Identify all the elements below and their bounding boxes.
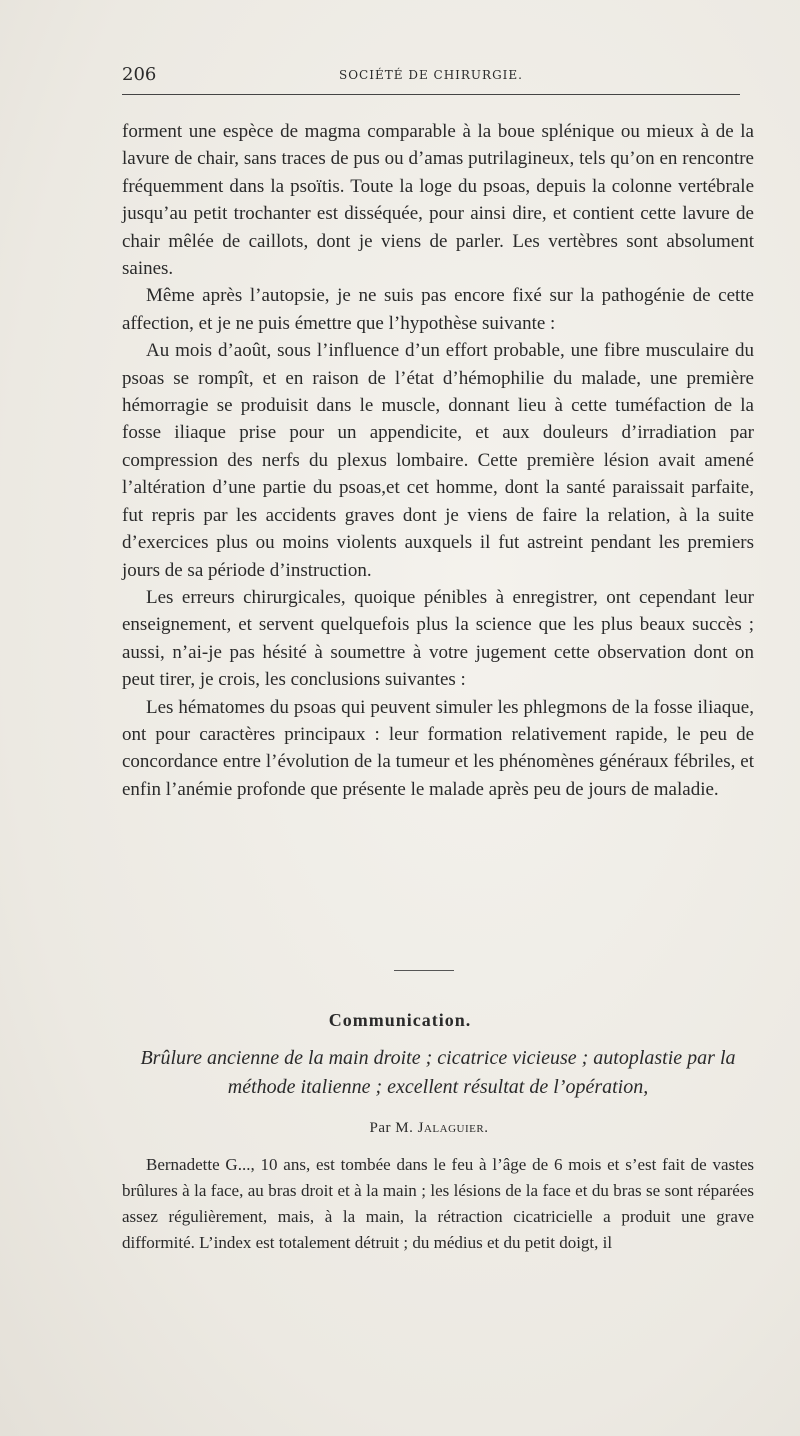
paragraph: forment une espèce de magma comparable à la boue splénique ou mieux à de la lavure de chair, sans traces de pus ou d’amas putrilagineux, tels qu’on en rencontre fréquemment dans la psoïtis. Toute la loge du psoas, depuis la colonne vertébrale jusqu’au petit trochanter est disséquée, pour ainsi dire, et contient cette lavure de chair mêlée de caillots, dont je viens de parler. Les vertèbres sont absolument saines. [122,121,754,280]
paragraph: Bernadette G..., 10 ans, est tombée dans le feu à l’âge de 6 mois et s’est fait de vastes brûlures à la face, au bras droit et à la main ; les lésions de la face et du bras se sont réparées assez régulièrement, mais, à la main, la rétraction cicatricielle a produit une grave difformité. L’index est totalement détruit ; du médius et du petit doigt, il [122,1155,754,1252]
running-title: SOCIÉTÉ DE CHIRURGIE. [339,68,523,82]
author-name: Jalaguier. [417,1120,489,1136]
body-text [122,118,754,803]
paragraph: Les hématomes du psoas qui peuvent simuler les phlegmons de la fosse iliaque, ont pour caractères principaux : leur formation relativement rapide, le peu de concordance entre l’évolution de la tumeur et les phénomènes généraux fébriles, et enfin l’anémie profonde que présente le malade après peu de jours de maladie. [122,696,754,800]
communication-body [122,1152,754,1256]
page-number: 206 [122,64,157,85]
author-prefix: Par M. [369,1120,414,1136]
section-title: Communication. [328,1010,472,1030]
communication-title: Brûlure ancienne de la main droite ; cicatrice vicieuse ; autoplastie par la méthode italienne ; excellent résultat de l’opération, [140,1047,736,1098]
paragraph: Même après l’autopsie, je ne suis pas encore fixé sur la pathogénie de cette affection, et je ne puis émettre que l’hypothèse suivante : [122,285,754,334]
page-header [122,64,740,95]
section-divider [394,970,454,971]
paragraph: Les erreurs chirurgicales, quoique pénibles à enregistrer, ont cependant leur enseignement, et servent quelquefois plus la science que les plus beaux succès ; aussi, n’ai-je pas hésité à soumettre à votre jugement cette observation dont on peut tirer, je crois, les conclusions suivantes : [122,586,754,691]
paragraph: Au mois d’août, sous l’influence d’un effort probable, une fibre musculaire du psoas se rompît, et en raison de l’état d’hémophilie du malade, une première hémorragie se produisit dans le muscle, donnant lieu à cette tuméfaction de la fosse iliaque prise pour un appendicite, et aux douleurs d’irradiation par compression des nerfs du plexus lombaire. Cette première lésion avait amené l’altération d’une partie du psoas,et cet homme, dont la santé paraissait parfaite, fut repris par les accidents graves dont je viens de faire la relation, à la suite d’exercices plus ou moins violents auxquels il fut astreint pendant les premiers jours de sa période d’instruction. [122,340,754,581]
author-line [0,1120,800,1137]
